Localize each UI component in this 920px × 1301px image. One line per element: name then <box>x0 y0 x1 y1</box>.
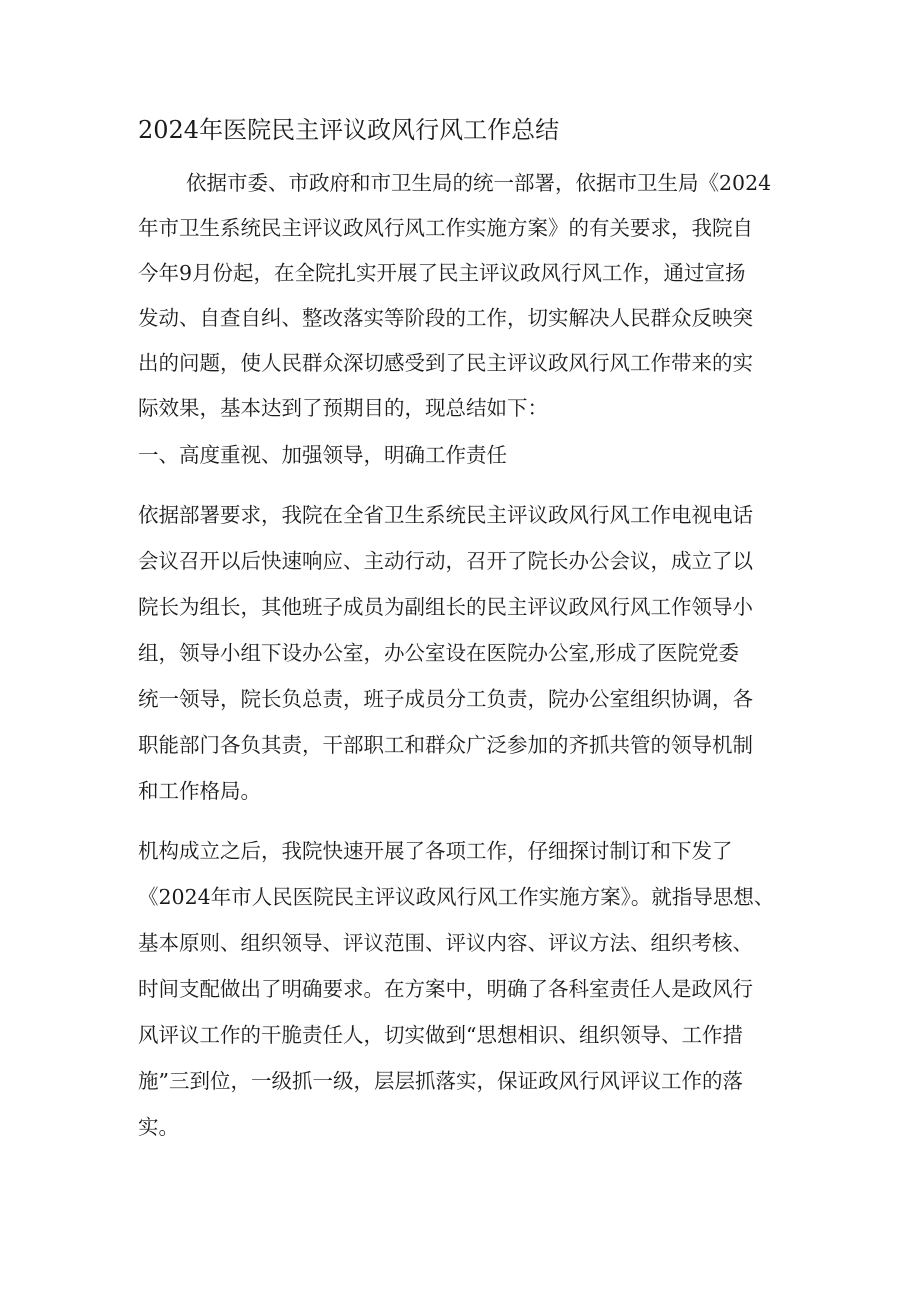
text-line: 时间支配做出了明确要求。在方案中，明确了各科室责任人是政风行 <box>138 977 753 1001</box>
text-line: 统一领导，院长负总责，班子成员分工负责，院办公室组织协调，各 <box>138 687 753 711</box>
text-line: 机构成立之后，我院快速开展了各项工作，仔细探讨制订和下发了 <box>138 839 733 863</box>
text-line: 风评议工作的干脆责任人，切实做到“思想相识、组织领导、工作措 <box>138 1023 743 1047</box>
text-line: 组，领导小组下设办公室，办公室设在医院办公室,形成了医院党委 <box>138 641 740 665</box>
text-line: 实。 <box>138 1115 179 1139</box>
text-line: 施”三到位，一级抓一级，层层抓落实，保证政风行风评议工作的落 <box>138 1069 743 1093</box>
text-line: 际效果，基本达到了预期目的，现总结如下： <box>138 396 548 420</box>
text-line: 发动、自查自纠、整改落实等阶段的工作，切实解决人民群众反映突 <box>138 306 753 330</box>
text-line: 年市卫生系统民主评议政风行风工作实施方案》的有关要求，我院自 <box>138 216 753 240</box>
text-line: 院长为组长，其他班子成员为副组长的民主评议政风行风工作领导小 <box>138 595 753 619</box>
text-line: 依据市委、市政府和市卫生局的统一部署，依据市卫生局《2024 <box>186 171 772 195</box>
text-line: 职能部门各负其责，干部职工和群众广泛参加的齐抓共管的领导机制 <box>138 733 753 757</box>
section-heading: 一、高度重视、加强领导，明确工作责任 <box>138 443 507 467</box>
text-line: 今年9月份起，在全院扎实开展了民主评议政风行风工作，通过宣扬 <box>138 261 746 285</box>
text-line: 会议召开以后快速响应、主动行动，召开了院长办公会议，成立了以 <box>138 549 753 573</box>
text-line: 基本原则、组织领导、评议范围、评议内容、评议方法、组织考核、 <box>138 931 753 955</box>
text-line: 《2024年市人民医院民主评议政风行风工作实施方案》。就指导思想、 <box>138 885 775 909</box>
text-line: 和工作格局。 <box>138 779 261 803</box>
document-title: 2024年医院民主评议政风行风工作总结 <box>138 116 560 144</box>
text-line: 依据部署要求，我院在全省卫生系统民主评议政风行风工作电视电话 <box>138 503 753 527</box>
text-line: 出的问题，使人民群众深切感受到了民主评议政风行风工作带来的实 <box>138 351 753 375</box>
